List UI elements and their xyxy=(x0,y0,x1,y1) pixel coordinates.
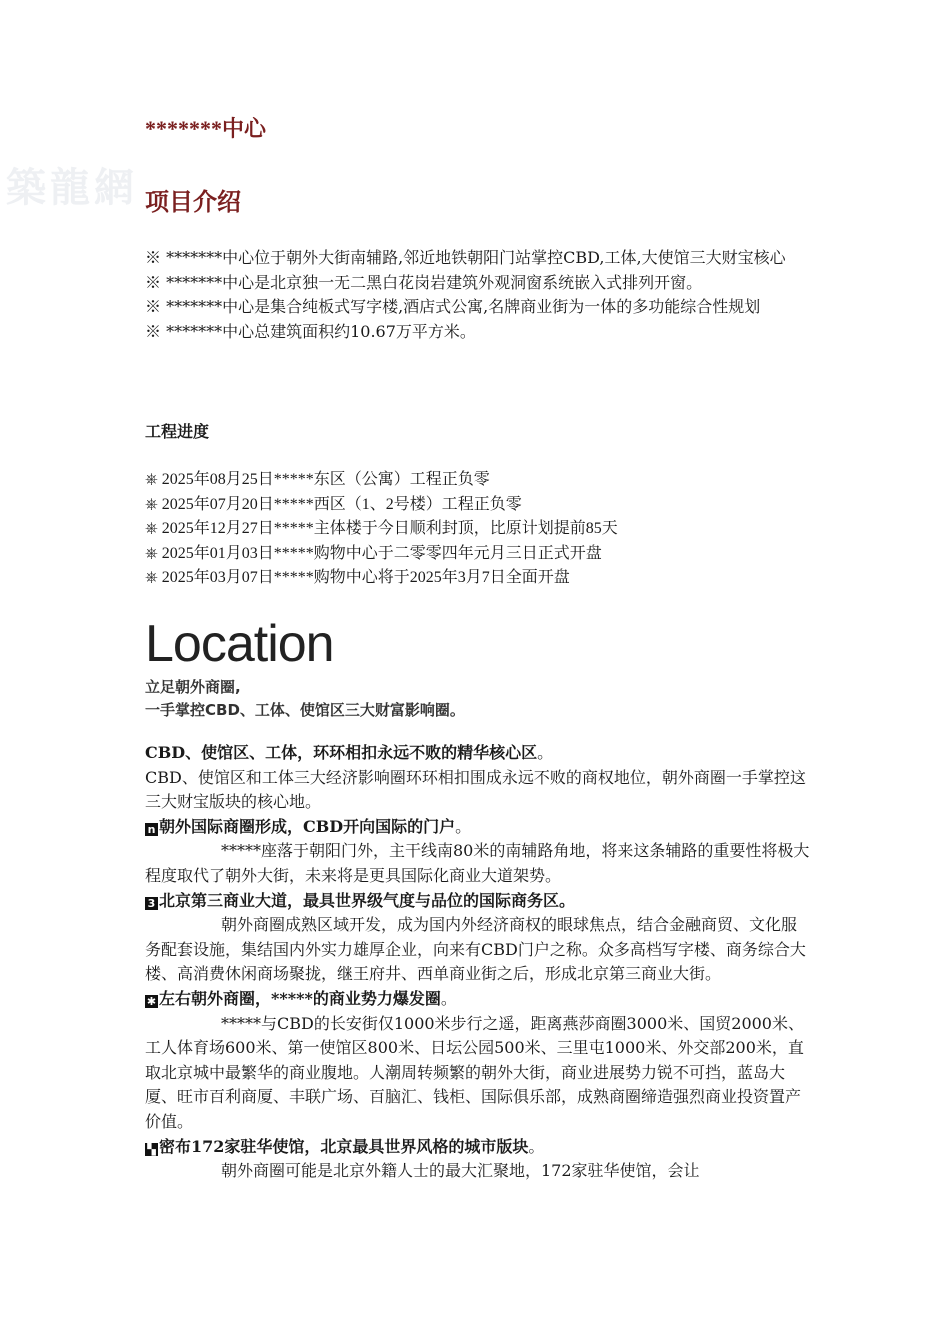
document-title: *******中心 xyxy=(145,116,267,141)
location-title: Location xyxy=(145,615,334,673)
section-heading-text: 左右朝外商圈，*****的商业势力爆发圈 xyxy=(159,988,441,1008)
intro-heading: 项目介绍 xyxy=(145,187,241,216)
bullet-icon: ▚ xyxy=(145,1143,158,1156)
bullet-icon: ✱ xyxy=(146,994,157,1008)
progress-list xyxy=(145,468,810,591)
intro-item: ※ *******中心总建筑面积约10.67万平方米。 xyxy=(145,321,476,341)
intro-list xyxy=(145,246,810,344)
section-heading-text: 朝外国际商圈形成，CBD开向国际的门户 xyxy=(159,816,456,836)
section-heading xyxy=(145,1135,810,1160)
progress-item: ⎈ 2025年07月20日*****西区（1、2号楼）工程正负零 xyxy=(145,495,522,513)
location-subtitle-line1: 立足朝外商圈, xyxy=(145,678,241,696)
intro-item: ※ *******中心是集合纯板式写字楼,酒店式公寓,名牌商业街为一体的多功能综合性规划 xyxy=(145,297,761,317)
section-heading-text: CBD、使馆区、工体，环环相扣永远不败的精华核心区 xyxy=(145,743,538,762)
heading-period: 。 xyxy=(440,988,457,1008)
section-heading xyxy=(145,741,810,766)
section-text: 朝外商圈成熟区域开发，成为国内外经济商权的眼球焦点，结合金融商贸、文化服务配套设施，集结国内外实力雄厚企业，向来有CBD门户之称。众多高档写字楼、商务综合大楼、高消费休闲商场聚拢，继王府井、西单商业街之后，形成北京第三商业大街。 xyxy=(145,915,806,984)
intro-item: ※ *******中心位于朝外大街南辅路,邻近地铁朝阳门站掌控CBD,工体,大使馆三大财宝核心 xyxy=(145,248,786,267)
section-heading xyxy=(145,815,810,840)
progress-item: ⎈ 2025年01月03日*****购物中心于二零零四年元月三日正式开盘 xyxy=(145,544,602,562)
bullet-icon: n xyxy=(145,823,158,836)
location-subtitle xyxy=(145,676,465,722)
section-heading-text: 北京第三商业大道，最具世界级气度与品位的国际商务区。 xyxy=(159,890,576,910)
heading-period: 。 xyxy=(537,743,554,762)
location-body xyxy=(145,741,810,1184)
section-text: *****与CBD的长安街仅1000米步行之遥，距离燕莎商圈3000米、国贸2000米、工人体育场600米、第一使馆区800米、日坛公园500米、三里屯1000米、外交部200米，直取北京城中最繁华的商业腹地。人潮周转频繁的朝外大街，商业进展势力锐不可挡，蓝岛大厦、旺市百利商厦、丰联广场、百脑汇、钱柜、国际俱乐部，成熟商圈缔造强烈商业投资置产价值。 xyxy=(145,1013,804,1131)
location-subtitle-line2: 一手掌控CBD、工体、使馆区三大财富影响圈。 xyxy=(145,701,465,719)
progress-item: ⎈ 2025年03月07日*****购物中心将于2025年3月7日全面开盘 xyxy=(145,569,570,587)
progress-item: ⎈ 2025年12月27日*****主体楼于今日顺利封顶，比原计划提前85天 xyxy=(145,520,618,538)
progress-heading: 工程进度 xyxy=(145,422,210,441)
section-text: 朝外商圈可能是北京外籍人士的最大汇聚地，172家驻华使馆，会让 xyxy=(221,1161,700,1181)
section-heading xyxy=(145,987,810,1012)
heading-period: 。 xyxy=(455,816,472,836)
section-heading xyxy=(145,889,810,914)
section-text: CBD、使馆区和工体三大经济影响圈环环相扣围成永远不败的商权地位，朝外商圈一手掌控这三大财宝版块的核心地。 xyxy=(145,767,806,812)
progress-item: ⎈ 2025年08月25日*****东区（公寓）工程正负零 xyxy=(145,471,490,488)
section-text: *****座落于朝阳门外，主干线南80米的南辅路角地，将来这条辅路的重要性将极大程度取代了朝外大街，未来将是更具国际化商业大道架势。 xyxy=(145,841,810,885)
heading-period: 。 xyxy=(528,1136,545,1156)
intro-item: ※ *******中心是北京独一无二黑白花岗岩建筑外观洞窗系统嵌入式排列开窗。 xyxy=(145,272,703,292)
watermark: 築龍網 xyxy=(6,164,138,211)
bullet-icon: 3 xyxy=(145,897,158,910)
section-heading-text: 密布172家驻华使馆，北京最具世界风格的城市版块 xyxy=(159,1136,529,1156)
